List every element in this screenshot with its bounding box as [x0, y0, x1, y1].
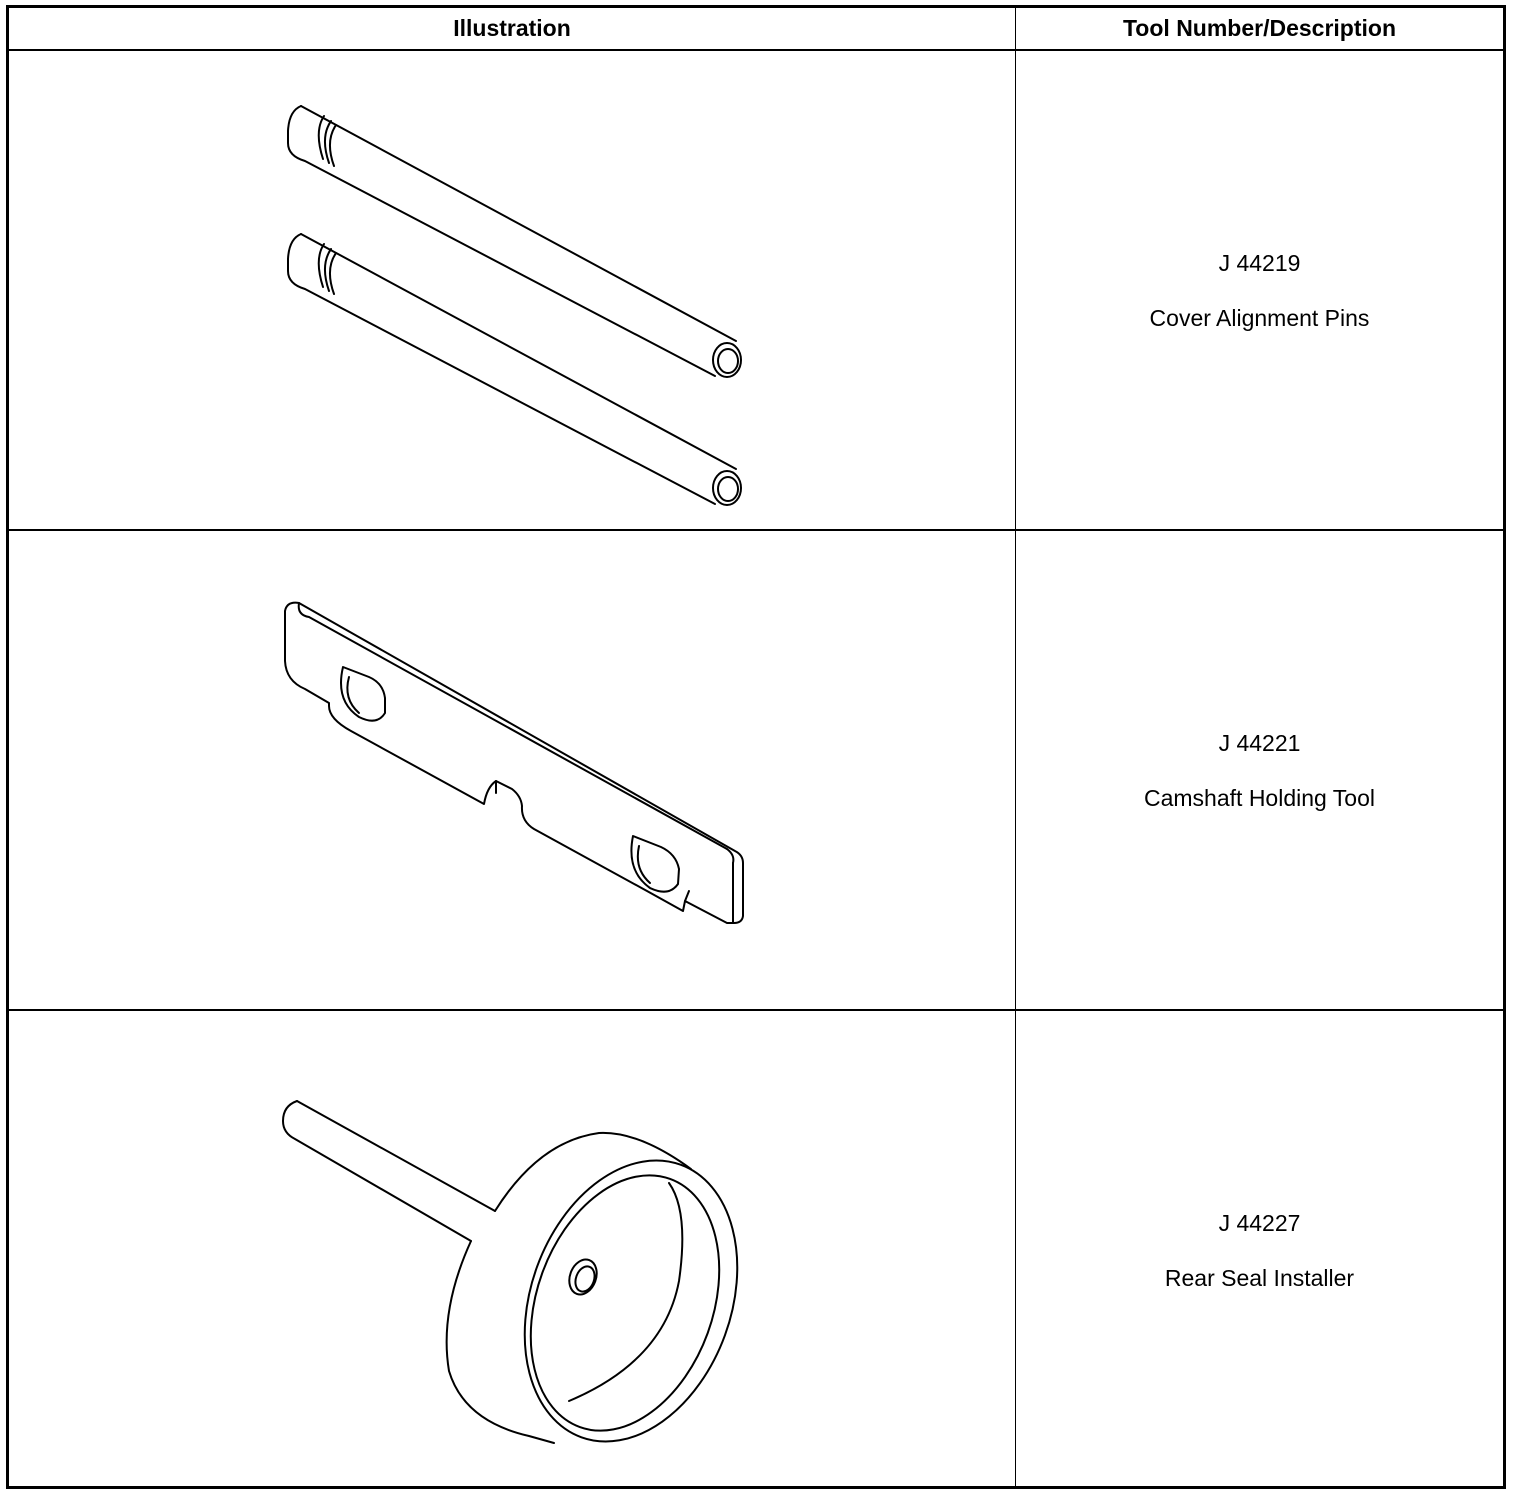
special-tools-table	[6, 5, 1506, 1489]
header-tool-number-description: Tool Number/Description	[1122, 15, 1397, 41]
table-row	[9, 531, 1503, 1011]
tool-description-cell	[1016, 51, 1503, 529]
table-row	[9, 1011, 1503, 1489]
illustration-cell	[9, 1011, 1015, 1489]
tool-description: Cover Alignment Pins	[1149, 305, 1370, 331]
camshaft-holding-tool-icon	[9, 531, 1015, 1011]
tool-description: Camshaft Holding Tool	[1144, 785, 1375, 811]
rear-seal-installer-icon	[9, 1011, 1015, 1489]
header-illustration: Illustration	[453, 15, 571, 41]
table-header-row	[9, 8, 1503, 51]
tool-description: Rear Seal Installer	[1164, 1265, 1355, 1291]
alignment-pins-icon	[9, 51, 1015, 531]
illustration-cell	[9, 51, 1015, 529]
illustration-cell	[9, 531, 1015, 1009]
tool-number: J 44227	[1218, 1210, 1301, 1236]
tool-number: J 44219	[1218, 250, 1301, 276]
tool-number: J 44221	[1218, 730, 1301, 756]
table-row	[9, 51, 1503, 531]
tool-description-cell	[1016, 1011, 1503, 1489]
tool-description-cell	[1016, 531, 1503, 1009]
